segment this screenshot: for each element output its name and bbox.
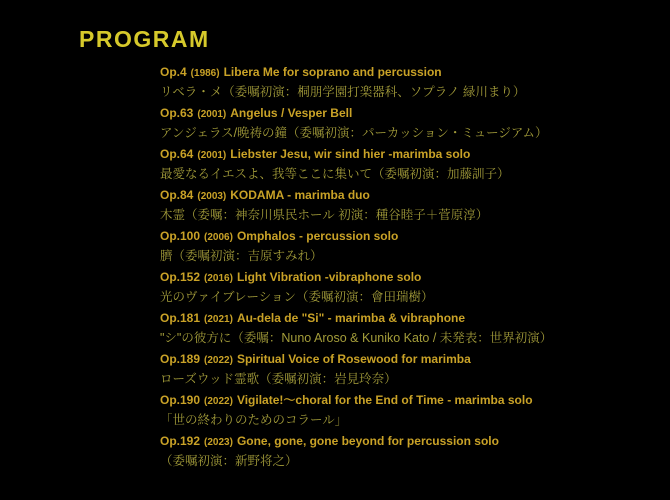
opus-number: Op.84 [160,188,194,202]
work-japanese-line: アンジェラス/晩祷の鐘（委嘱初演：パーカッション・ミュージアム） [160,126,548,140]
work-title-line [160,350,660,370]
program-entry [160,309,660,347]
work-title: Spiritual Voice of Rosewood for marimba [236,352,471,366]
work-year: (2022) [204,355,233,366]
work-title: Liebster Jesu, wir sind hier -marimba solo [230,147,471,161]
opus-number: Op.189 [160,352,201,366]
work-title: KODAMA - marimba duo [230,188,370,202]
work-title-line [160,104,660,124]
program-entry [160,432,660,470]
work-year: (2022) [204,396,233,407]
work-japanese-line: 臍（委嘱初演：吉原すみれ） [160,249,323,263]
program-entry [160,104,660,142]
page-title: PROGRAM [79,26,210,52]
work-japanese-line: "シ"の彼方に（委嘱：Nuno Aroso & Kuniko Kato / 未発表：世界初演） [160,331,553,345]
opus-number: Op.152 [160,270,201,284]
program-entry [160,350,660,388]
work-title-line [160,145,660,165]
program-entry [160,63,660,101]
work-title: Light Vibration -vibraphone solo [236,270,422,284]
opus-number: Op.192 [160,434,201,448]
program-entry [160,227,660,265]
work-year: (1986) [190,68,220,79]
work-title: Vigilate!～choral for the End of Time - marimba solo [236,393,533,407]
program-entry [160,145,660,183]
work-year: (2001) [197,109,227,120]
work-title: Libera Me for soprano and percussion [223,65,442,79]
program-list [160,63,660,473]
work-year: (2023) [204,437,233,448]
opus-number: Op.4 [160,65,187,79]
work-japanese-line: リベラ・メ（委嘱初演：桐朋学園打楽器科、ソプラノ 緑川まり） [160,85,526,99]
opus-number: Op.64 [160,147,194,161]
work-title-line [160,186,660,206]
work-title-line [160,309,660,329]
work-title: Angelus / Vesper Bell [230,106,353,120]
work-year: (2003) [197,191,227,202]
opus-number: Op.100 [160,229,201,243]
work-japanese-line: 「世の終わりのためのコラール」 [160,413,348,427]
work-year: (2006) [204,232,233,243]
work-title-line [160,432,660,452]
work-japanese-line: ローズウッド霊歌（委嘱初演：岩見玲奈） [160,372,397,386]
opus-number: Op.63 [160,106,194,120]
work-title-line [160,227,660,247]
program-entry [160,391,660,429]
work-title: Au-dela de "Si" - marimba & vibraphone [236,311,466,325]
work-year: (2021) [204,314,233,325]
work-title-line [160,391,660,411]
work-year: (2001) [197,150,227,161]
work-japanese-line: 木霊（委嘱：神奈川県民ホール 初演：種谷睦子＋菅原淳） [160,208,489,222]
work-title-line [160,268,660,288]
program-entry [160,186,660,224]
work-japanese-line: （委嘱初演：新野将之） [160,454,298,468]
work-title: Gone, gone, gone beyond for percussion solo [236,434,499,448]
work-year: (2016) [204,273,233,284]
work-japanese-line: 最愛なるイエスよ、我等ここに集いて（委嘱初演：加藤訓子） [160,167,510,181]
work-japanese-line: 光のヴァイブレーション（委嘱初演：會田瑞樹） [160,290,434,304]
opus-number: Op.181 [160,311,201,325]
work-title: Omphalos - percussion solo [236,229,399,243]
work-title-line [160,63,660,83]
program-entry [160,268,660,306]
opus-number: Op.190 [160,393,201,407]
